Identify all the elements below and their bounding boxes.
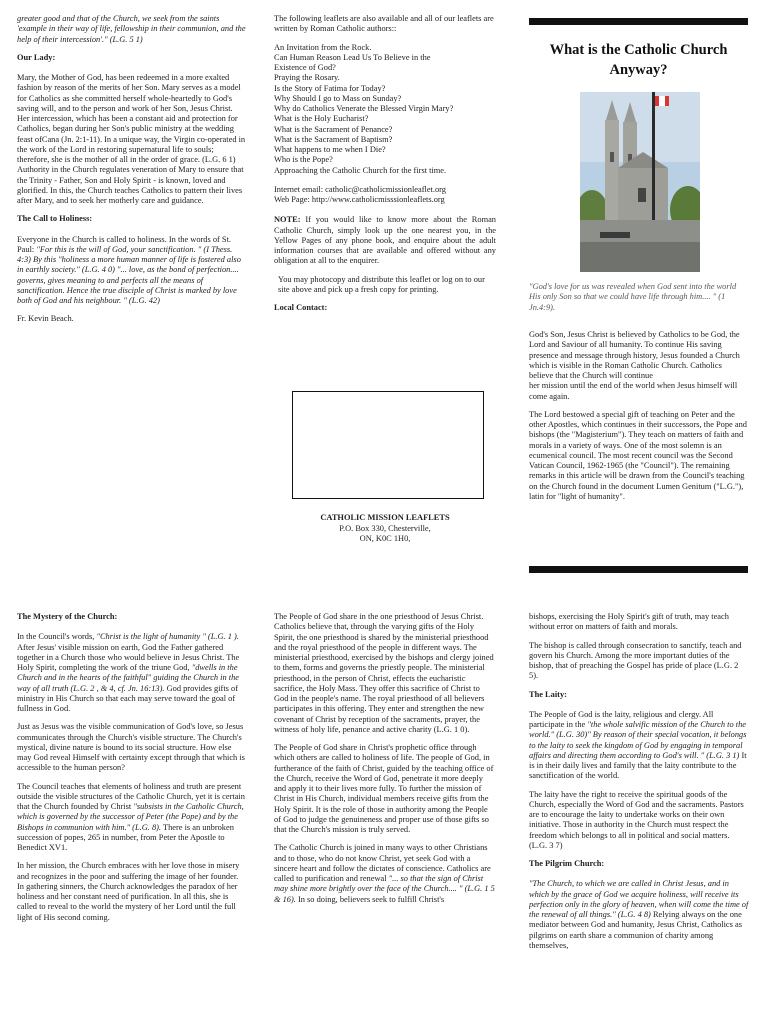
web-line: Web Page: http://www.catholicmisssionleaflets.org xyxy=(274,195,445,204)
bottom-rule xyxy=(529,566,748,573)
holiness-text: Everyone in the Church is called to holiness. In the words of St. Paul: xyxy=(17,234,231,254)
cathedral-illustration xyxy=(580,92,700,272)
prophetic-paragraph: The People of God share in Christ's prophetic office through which others are called to holiness of life. The people of God, in furtherance of the faith of Christ, guided by the teaching office of the Church, receive the Word of God, penetrate it more deeply and apply it to their lives more fully. To further the mission of Christ in His Church, individual members receive gifts from the Holy Spirit. It is the role of those in authority among the People of God to judge the genuineness and proper use of those gifts so that the Church's mission is truly served. xyxy=(274,743,494,834)
column-intro xyxy=(529,330,748,510)
text-run: The Council teaches that elements of holiness and truth are present outside the visible structures of the Catholic Church, yet it is certain that the Church founded by Christ xyxy=(17,781,245,811)
intro-paragraph: God's Son, Jesus Christ is believed by Catholics to be God, the Lord and Saviour of all humanity. To continue His saving presence and message through history, Jesus founded a Church which is visible in the Roman Catholic Church. Catholics believe that the Church will continue xyxy=(529,330,740,380)
column-our-lady xyxy=(17,14,247,454)
leaflets-intro: The following leaflets are also available and all of our leaflets are written by Roman Catholic authors:: xyxy=(274,14,494,34)
scripture-quote: "God's love for us was revealed when God sent into the world His only Son so that we could have life through him.... " (1 Jn.4:9). xyxy=(529,282,737,312)
list-item: Approaching the Catholic Church for the first time. xyxy=(274,165,447,175)
mystery-paragraph xyxy=(17,632,247,714)
list-item: What is the Sacrament of Baptism? xyxy=(274,134,393,144)
text-run: In so doing, believers seek to fulfill Christ's xyxy=(295,894,445,904)
visible-communication-paragraph: Just as Jesus was the visible communication of God's love, so Jesus communicates through the Church's visible structure. The Church's mystical, divine nature is bound to its social structure. How else may God reveal Himself with certainty except through that which is accessible to the human person? xyxy=(17,722,245,773)
intro-paragraph-cont: her mission until the end of the world when Jesus himself will come again. xyxy=(529,381,738,401)
priesthood-paragraph: The People of God share in the one priesthood of Jesus Christ. Catholics believe that, through the varying gifts of the Holy Spirit, the one priesthood is shared by the ministerial priesthood and the royal priesthood of the people in different ways. The ministerial priesthood, exercised by the bishops and clergy joined to them, forms and governs the priestly people. The ministerial priesthood, in the person of Christ, effects the eucharistic sacrifice, the Holy Mass. They offer this sacrifice of Christ to God in the people's name. The royal priesthood of all believers participates in this offering. They enter and strengthen the new covenant of Christ by reception of the sacraments, prayer, the witness of holy life, penance and active charity (L.G. 1 0). xyxy=(274,612,494,734)
holiness-paragraph xyxy=(17,235,247,307)
text-run: God provides gifts of ministry in His Church so that each may serve toward the goal of fullness in God. xyxy=(17,683,238,713)
list-item: Is the Story of Fatima for Today? xyxy=(274,83,386,93)
magisterium-paragraph: The Lord bestowed a special gift of teaching on Peter and the other Apostles, which continues in their successors, the Pope and bishops (the "Magisterium"). They teach on matters of faith and morals in a variety of ways. One of the most solemn is an ecumenical council. The most recent council was the Second Vatican Council, 1962-1965 (the "Council"). The remaining remarks in this article will be drawn from the Council's teaching on the Church found in the document Lumen Genitum ("L.G."), latin for "light of humanity". xyxy=(529,409,747,501)
holiness-quote: "For this is the will of God, your sanctification. " (I Thess. 4:3) By this "holiness a more human manner of life is fostered also in earthly society." (L.G. 4 0) "... love, as the bond of perfection.... governs, gives meaning to and perfects all the means of sanctification. Hence the true disciple of Christ is marked by love both of God and his neighbour. " (L.G. 42) xyxy=(17,244,241,305)
column-mystery xyxy=(17,612,247,1020)
laity-rights-paragraph: The laity have the right to receive the spiritual goods of the Church, especially the Word of God and the sacraments. Pastors are to encourage the laity to undertake works on their own initiative. Those in authority in the Church must respect the freedom which belongs to all in political and social matters. (L.G. 3 7) xyxy=(529,789,744,850)
bishops-paragraph: bishops, exercising the Holy Spirit's gift of truth, may teach without error on matters of faith and morals. xyxy=(529,612,729,632)
pilgrim-heading: The Pilgrim Church: xyxy=(529,859,605,868)
laity-paragraph xyxy=(529,710,749,782)
column-laity xyxy=(529,612,749,1020)
email-line: Internet email: catholic@catholicmissionleaflet.org xyxy=(274,184,446,194)
top-rule xyxy=(529,18,748,25)
list-item: Why Should I go to Mass on Sunday? xyxy=(274,93,402,103)
leaflet-list xyxy=(274,43,496,176)
text-run: It is in their daily lives and family that the laity contribute to the sanctification of the world. xyxy=(529,750,747,781)
list-item: Existence of God? xyxy=(274,63,336,72)
mission-paragraph: In her mission, the Church embraces with her love those in misery and recognizes in the poor and suffering the image of her founder. In gathering sinners, the Church acknowledges the paradox of her holiness and her constant need of purification. In all this, she is called to reveal to the world the mystery of her Lord until the full light of His second coming. xyxy=(17,861,240,922)
quote-run: "subsists in the Catholic Church, which is governed by the successor of Peter (the Pope) and by the Bishops in communion with him." (L.G. 8). xyxy=(17,802,244,832)
pilgrim-paragraph xyxy=(529,879,749,951)
text-run: The Catholic Church is joined in many ways to other Christians and to those, who do not know Christ, yet seek God with a sincere heart and follow the dictates of conscience. Catholics are called to purification and renewal xyxy=(274,843,491,883)
title-line: Anyway? xyxy=(609,62,668,79)
list-item: An Invitation from the Rock. xyxy=(274,42,372,52)
page-title xyxy=(529,40,748,81)
list-item: Who is the Pope? xyxy=(274,155,333,165)
quote-run: "The Church, to which we are called in Christ Jesus, and in which by the grace of God we acquire holiness, will receive its perfection only in the glory of heaven, when will come the time of the renewal of all things." (L.G. 4 8) xyxy=(529,879,749,919)
text-run: The People of God is the laity, religious and clergy. All participate in the xyxy=(529,709,714,729)
note-label: NOTE: xyxy=(274,215,301,225)
mystery-heading: The Mystery of the Church: xyxy=(17,612,118,621)
column-people-of-god xyxy=(274,612,496,1020)
list-item: What is the Sacrament of Penance? xyxy=(274,124,393,134)
bishop-role-paragraph: The bishop is called through consecration to sanctify, teach and govern his Church. Among the more important duties of the bishop, that of preaching the Gospel has pride of place (L.G. 2 5). xyxy=(529,640,742,681)
note-paragraph xyxy=(274,215,496,266)
photocopy-text: You may photocopy and distribute this leaflet or log on to our site above and pick up a fresh copy for printing. xyxy=(278,274,485,294)
list-item: What happens to me when I Die? xyxy=(274,145,386,154)
our-lady-heading: Our Lady: xyxy=(17,52,56,62)
subsists-paragraph xyxy=(17,782,247,854)
quote-run: "... so that the sign of Christ may shine more brightly over the face of the Church.... " (L.G. 1 5 & 16). xyxy=(274,874,495,904)
list-item: Praying the Rosary. xyxy=(274,73,340,83)
our-lady-paragraph: Mary, the Mother of God, has been redeemed in a more exalted fashion by reason of the merits of her Son. Mary serves as a model for Catholics as she committed herself whole-heartedly to God's saving will, and to the person and work of her Son, Jesus Christ. Her intercession, which has been a constant aid and protection for Catholics, began during her Son's public ministry at the wedding feast ofCana (Jn. 2:1-11). In a unique way, the Virgin co-operated in the work of the Lord in restoring supernatural life to souls; therefore, she is the mother of all in the order of grace. (L.G. 6 1) Authority in the Church regulates veneration of Mary to ensure that the Trinity - Father, Son and Holy Spirit - is known, loved and glorified. In this, the Church teaches Catholics to pattern their lives after Mary, and to seek her motherly care and guidance. xyxy=(17,73,246,205)
org-address-line: P.O. Box 330, Chesterville, xyxy=(339,523,431,533)
ecumenism-paragraph xyxy=(274,843,496,905)
holiness-heading: The Call to Holiness: xyxy=(17,214,93,224)
quote-run: "the whole salvific mission of the Church to the world." (L.G. 30)" By reason of their special vocation, it belongs to the laity to seek the kingdom of God by engaging in temporal affairs and directing them according to God's will. " (L.G. 3 1) xyxy=(529,720,747,760)
local-contact-label: Local Contact: xyxy=(274,303,328,312)
local-contact-box xyxy=(292,391,484,499)
intro-text: greater good and that of the Church, we seek from the saints 'example in their way of life, fellowship in their communion, and the help of their intercession'." (L.G. 5 1) xyxy=(17,14,246,44)
text-run: Relying always on the one mediator between God and humanity, Jesus Christ, Catholics as pilgrims on earth share a communion of charity among themselves, xyxy=(529,910,742,950)
cathedral-photo xyxy=(580,92,700,272)
laity-heading: The Laity: xyxy=(529,689,567,699)
mission-address xyxy=(274,513,496,545)
quote-run: "dwells in the Church and in the hearts of the faithful" guiding the Church in the way of all truth (L.G. 2 , & 4, cf. Jn. 16:13). xyxy=(17,663,240,693)
list-item: Can Human Reason Lead Us To Believe in the xyxy=(274,52,431,62)
signature: Fr. Kevin Beach. xyxy=(17,314,74,324)
text-run: There is an unbroken succession of popes, 265 in number, from Peter the Apostle to Benedict XV1. xyxy=(17,822,234,852)
text-run: After Jesus' visible mission on earth, God the Father gathered together in a Church those who would believe in Jesus Christ. The Holy Spirit, completing the work of the triune God, xyxy=(17,642,240,672)
org-address-line: ON, K0C 1H0, xyxy=(359,534,411,543)
quote-run: "Christ is the light of humanity " (L.G. 1 ). xyxy=(96,632,239,642)
list-item: Why do Catholics Venerate the Blessed Virgin Mary? xyxy=(274,104,454,113)
note-text: If you would like to know more about the Roman Catholic Church, simply look up the one nearest you, in the Yellow Pages of any phone book, and enquire about the adult information courses that are available and offered without any obligation at all to the enquirer. xyxy=(274,215,496,266)
list-item: What is the Holy Eucharist? xyxy=(274,114,369,124)
title-line: What is the Catholic Church xyxy=(549,42,728,58)
org-name: CATHOLIC MISSION LEAFLETS xyxy=(320,513,450,522)
text-run: In the Council's words, xyxy=(17,632,97,642)
